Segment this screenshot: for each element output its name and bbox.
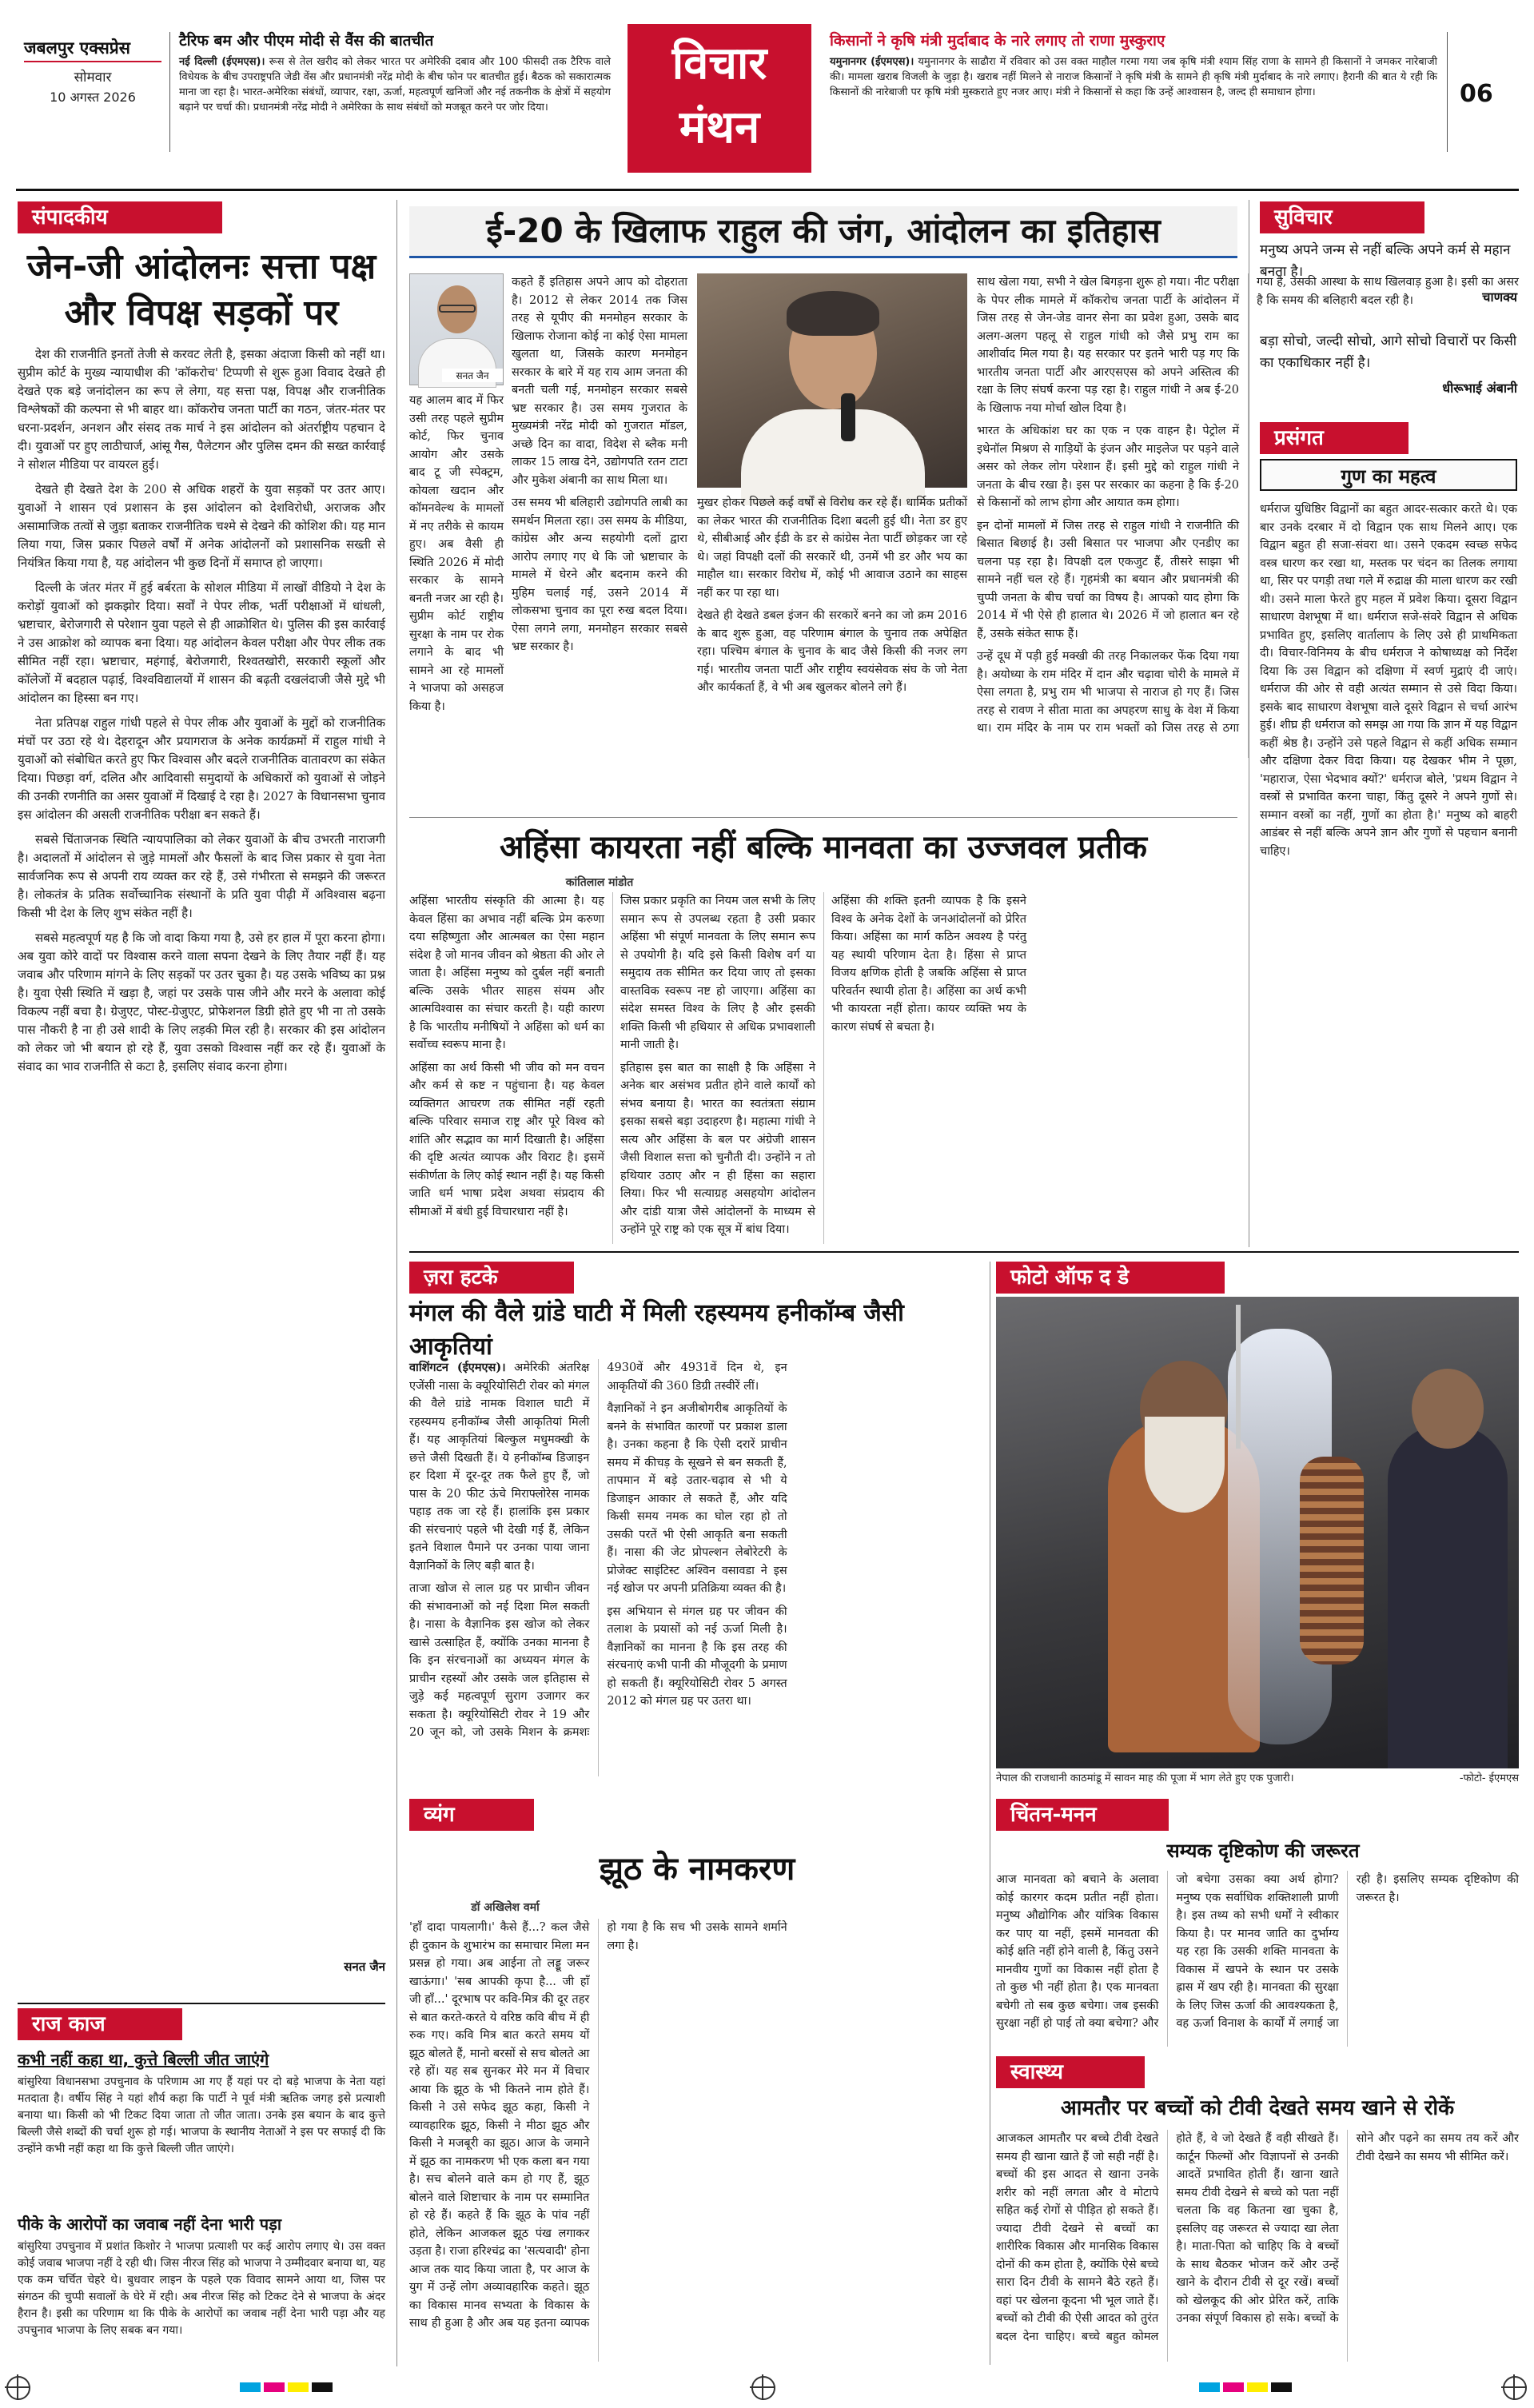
prasang-label: प्रसंगत [1260,422,1408,454]
suvichar-quote-author: धीरूभाई अंबानी [1442,381,1517,396]
lead-body-col3 [697,494,967,758]
chintan-text: आज मानवता को बचाने के अलावा कोई कारगर कदम प्रतीत नहीं होता। मनुष्य औद्योगिक और यांत्रिक विकास कर पाए या नहीं, इसमें मानवता की कोई क्षति नहीं होने वाली है, किंतु उसने मानवीय गुणों का विकास नहीं होता है तो कुछ भी नहीं होता है। एक मानवता बचेगी तो सब कुछ बचेगा। जब इसकी सुरक्षा नहीं हो पाई तो क्या बचेगा? और जो बचेगा उसका क्या अर्थ होगा? मनुष्य एक सर्वाधिक शक्तिशाली प्राणी है। इस तथ्य को सभी धर्मों ने स्वीकार किया है। पर मानव जाति का दुर्भाग्य यह रहा कि उसकी शक्ति मानवता के विकास में खपने के स्थान पर उसके ह्रास में खप रही है। मानवता की सुरक्षा के लिए जिस ऊर्जा की आवश्यकता है, वह ऊर्जा विनाश के कार्यों में लगाई जा रही है। इसलिए सम्यक दृष्टिकोण की जरूरत है। [996,1873,1519,2030]
zara-hatke-headline: मंगल की वैले ग्रांडे घाटी में मिली रहस्यमय हनीकॉम्ब जैसी आकृतियां [409,1299,904,1361]
top-story-left-dateline: नई दिल्ली (ईएमएस)। [179,56,265,68]
zara-hatke-paragraph: वैज्ञानिकों ने इन अजीबोगरीब आकृतियों के बनने के संभावित कारणों पर प्रकाश डाला है। उनका कहना है कि ऐसी दरारें प्राचीन समय में कीचड़ के सूखने से बन सकती हैं, तापमान में बड़े उतार-चढ़ाव से भी ये डिजाइन आकार ले सकते हैं, और यदि किसी समय नमक का घोल रहा हो तो उसकी परतें भी ऐसी आकृति बना सकती हैं। नासा की जेट प्रोपल्शन लेबोरेटरी के प्रोजेक्ट साइंटिस्ट अश्विन वसावडा ने इस नई खोज पर अपनी प्रतिक्रिया व्यक्त की है। [607,1402,787,1595]
lead-paragraph: उस समय भी बलिहारी उद्योगपति लाबी का समर्थन मिलता रहा। उस समय के मीडिया, कांग्रेस और अन्य सहयोगी दलों द्वारा आरोप लगाए गए थे कि जो भ्रष्टाचार के मामले में घेरने और बदनाम करने की मुहिम चलाई गई, उसने 2014 में लोकसभा चुनाव का पूरा रुख बदल दिया। ऐसा लगने लगा, मनमोहन सरकार सबसे भ्रष्ट सरकार है। [512,496,687,653]
color-swatch [1247,2382,1268,2392]
raj-kaaj-item-2 [18,2213,385,2373]
lead-paragraph: साथ खेला गया, सभी ने खेल बिगड़ना शुरू हो गया। नीट परीक्षा के पेपर लीक मामले में कॉकरोच जनता पार्टी के आंदोलन में जिस तरह से जेन-जेड वानर सेना का प्रवेश हुआ, उसके बाद अलग-अलग पहलू से राहुल गांधी को जैसे प्रभु राम का आशीर्वाद मिल गया है। यह सरकार पर इतने भारी पड़ गए कि भारतीय जनता पार्टी और आरएसएस को अपने अस्तित्व की रक्षा के लिए संघर्ष करना पड़ रहा है। राहुल गांधी ने अब ई-20 के खिलाफ नया मोर्चा खोल दिया है। [977,276,1239,415]
lead-paragraph: उन्हें दूध में पड़ी हुई मक्खी की तरह निकालकर फेंक दिया गया है। अयोध्या के राम मंदिर में दान और चढ़ावा चोरी के मामले में ऐसा लगता है, प्रभु राम भी भाजपा से नाराज हो गए हैं। जिस तरह से रावण ने सीता माता का अपहरण साधु के वेश में किया था। राम मंदिर के नाम पर राम भक्तों को जिस तरह से ठगा गया है, उसकी आस्था के साथ खिलवाड़ हुआ है। इसी का असर है कि समय की बलिहारी बदल रही है। [977,276,1519,735]
registration-mark [6,2376,30,2400]
editorial-body [18,345,385,1981]
author-glasses [439,305,476,313]
photo-of-day-image [996,1297,1519,1768]
editorial-paragraph: देखते ही देखते देश के 200 से अधिक शहरों के युवा सड़कों पर उतर आए। युवाओं ने शासन एवं प्रशासन के इस आंदोलन को देशविरोधी, अराजक और असामाजिक तत्वों से जुड़ा बताकर राजनीतिक चश्मे से देखने की कोशिश की। यह मान लिया गया, जिस प्रकार पिछले वर्षों में अनेक आंदोलनों को प्रशासनिक सख्ती से नियंत्रित किया गया है, यह आंदोलन भी कुछ दिनों में समाप्त हो जाएगा। [18,482,385,570]
swasthya-label: स्वास्थ्य [996,2056,1145,2088]
raj-kaaj-text: बांसुरिया विधानसभा उपचुनाव के परिणाम आ गए हैं यहां पर दो बड़े भाजपा के नेता यहां मतदाता है। वर्षीय सिंह ने यहां शौर्य कहा कि पार्टी ने पूर्व मंत्री ऋतिक जगह इसे प्रत्याशी बनाया था। किसी को भी टिकट दिया जाता तो जीत जाता। उनके इस बयान के बाद कुत्ते बिल्ली जैसे शब्दों की चर्चा शुरू हो गई। भाजपा के स्थानीय नेताओं ने इस पर सफाई दी कि उन्होंने कभी नहीं कहा था कि कुत्ते बिल्ली जीत जाएंगे। [18,2075,385,2155]
ahimsa-bottom-rule [409,1251,1519,1253]
top-story-left [179,30,611,160]
prasang-text: धर्मराज युधिष्ठिर विद्वानों का बहुत आदर-सत्कार करते थे। एक बार उनके दरबार में दो विद्वान एक साथ मिलने आए। एक विद्वान बहुत ही सजा-संवरा था। उसने एकदम स्वच्छ सफेद वस्त्र धारण कर रखा था, मस्तक पर चंदन का तिलक लगाया था, सिर पर पगड़ी तथा गले में रुद्राक्ष की माला धारण कर रखी थी। उसने माला फेरते हुए महल में प्रवेश किया। दूसरा विद्वान साधारण वेशभूषा में था। धर्मराज सजे-संवरे विद्वान से अधिक प्रभावित हुए, इसलिए वार्तालाप के लिए उसे ही प्राथमिकता दी। विचार-विनिमय के बीच धर्मराज ने कोषाध्यक्ष को निर्देश दिया कि उस विद्वान को दक्षिणा में स्वर्ण मुद्राएं दी जाएं। धर्मराज की ओर से वही अत्यंत सम्मान से उसे विदा किया। इसके बाद साधारण वेशभूषा वाले दूसरे विद्वान से चर्चा आरंभ हुई। शीघ्र ही धर्मराज को समझ आ गया कि ज्ञान में यह विद्वान कहीं श्रेष्ठ है। उन्होंने उसे पहले विद्वान से कहीं अधिक सम्मान और दक्षिणा देकर विदा किया। यह देखकर भीम ने पूछा, 'महाराज, ऐसा भेदभाव क्यों?' धर्मराज बोले, 'प्रथम विद्वान ने वस्त्रों से प्रभावित करना चाहा, किंतु दूसरे ने अपने गुणों से। सम्मान वस्त्रों का नहीं, गुणों का होता है।' मनुष्य को बाहरी आडंबर से नहीं बल्कि अपने ज्ञान और गुणों से पहचान बनानी चाहिए। [1260,503,1517,858]
lead-paragraph: इन दोनों मामलों में जिस तरह से राहुल गांधी ने राजनीति की बिसात बिछाई है। उसी बिसात पर भाजपा और एनडीए का चलना पड़ रहा है। विपक्षी दल एकजुट हैं, तीसरे साझा भी सामने नहीं चल रहे हैं। गृहमंत्री का बयान और प्रधानमंत्री की चुप्पी जनता के बीच चर्चा का विषय है। आपको याद होगा कि 2014 में भी ऐसे ही हालात थे। 2026 में जो हालात बन रहे हैं, उसके संकेत साफ हैं। [977,519,1239,640]
editorial-paragraph: दिल्ली के जंतर मंतर में हुई बर्बरता के सोशल मीडिया में लाखों वीडियो ने देश के करोड़ों युवाओं को झकझोर दिया। सर्वों ने पेपर लीक, भर्ती परीक्षाओं में धांधली, भ्रष्टाचार, बेरोजगारी से परेशान युवा पहले से ही आक्रोशित थे। पुलिस की इस कार्रवाई ने उस आक्रोश को व्यापक बना दिया। यह आंदोलन केवल परीक्षा और पेपर लीक तक सीमित नहीं रहा। भ्रष्टाचार, महंगाई, बेरोजगारी, रिश्वतखोरी, सरकारी स्कूलों और कॉलेजों में बदहाल पढ़ाई, विश्वविद्यालयों में शासन की बढ़ती दखलंदाजी जैसे मुद्दे भी आंदोलन का हिस्सा बन गए। [18,580,385,705]
vyang-text: 'हाँ दादा पायलागी।' कैसे हैं...? कल जैसे ही दुकान के शुभारंभ का समाचार मिला मन प्रसन्न हो गया। अब आईना तो लड्डू जरूर खाऊंगा।' 'सब आपकी कृपा है... जी हाँ जी हाँ...' दूरभाष पर कवि-मित्र की दूर तहर से बात करते-करते ये वरिष्ठ कवि बीच में ही रुक गए। कवि मित्र बात करते समय यों झूठ बोलते हैं, मानो बरसों से सच बोलते आ रहे हों। यह सब सुनकर मेरे मन में विचार आया कि झूठ के भी कितने नाम होते हैं। किसी ने उसे सफेद झूठ कहा, किसी ने व्यावहारिक झूठ, किसी ने मीठा झूठ और किसी ने मजबूरी का झूठ। आज के जमाने में झूठ का नामकरण भी एक कला बन गया है। सच बोलने वाले कम हो गए हैं, झूठ बोलने वाले शिष्टाचार के नाम पर सम्मानित हो रहे हैं। कहते हैं कि झूठ के पांव नहीं होते, लेकिन आजकल झूठ पंख लगाकर उड़ता है। राजा हरिश्चंद्र का 'सत्यवादी' होना आज तक याद किया जाता है, पर आज के युग में उन्हें लोग अव्यावहारिक कहते। झूठ का विकास मानव सभ्यता के विकास के साथ ही हुआ है और अब यह इतना व्यापक हो गया है कि सच भी उसके सामने शर्माने लगा है। [409,1921,787,2330]
lead-paragraph: यह आलम बाद में फिर उसी तरह पहले सुप्रीम कोर्ट, फिर चुनाव आयोग और उसके बाद टू जी स्पेक्ट्रम, कोयला खदान और कॉमनवेल्थ के मामलों में नए तरीके से कायम हुए। अब वैसी ही स्थिति 2026 में मोदी सरकार के सामने बनती नजर आ रही है। सुप्रीम कोर्ट राष्ट्रीय सुरक्षा के नाम पर रोक लगाने के बाद भी सामने आ रहे मामलों ने भाजपा को असहज किया है। [409,394,504,713]
vyang-author: डॉ अखिलेश वर्मा [471,1901,540,1914]
print-marks [0,2371,1534,2408]
photo-of-day-caption: नेपाल की राजधानी काठमांडू में सावन माह की पूजा में भाग लेते हुए एक पुजारी। [996,1772,1294,1784]
masthead-divider-right [1447,32,1448,152]
masthead-divider-left [169,32,170,152]
color-swatch [240,2382,261,2392]
swasthya-text: आजकल आमतौर पर बच्चे टीवी देखते समय ही खाना खाते हैं जो सही नहीं है। बच्चों की इस आदत से खाना उनके शरीर को नहीं लगता और वे मोटापे सहित कई रोगों से पीड़ित हो सकते हैं। ज्यादा टीवी देखने से बच्चों का शारीरिक विकास और मानसिक विकास दोनों की कम होता है, क्योंकि ऐसे बच्चे सारा दिन टीवी के सामने बैठे रहते हैं। वहां पर खेलना कूदना भी भूल जाते हैं। बच्चों को टीवी की ऐसी आदत को तुरंत बदल देना चाहिए। बच्चे बहुत कोमल होते हैं, वे जो देखते हैं वही सीखते हैं। कार्टून फिल्मों और विज्ञापनों से उनकी आदतें प्रभावित होती हैं। खाना खाते समय टीवी देखने से बच्चे को पता नहीं चलता कि वह कितना खा चुका है, इसलिए वह जरूरत से ज्यादा खा लेता है। माता-पिता को चाहिए कि वे बच्चों के साथ बैठकर भोजन करें और उन्हें खाने के दौरान टीवी से दूर रखें। बच्चों को खेलकूद की ओर प्रेरित करें, ताकि उनका संपूर्ण विकास हो सके। बच्चों के सोने और पढ़ने का समय तय करें और टीवी देखने का समय भी सीमित करें। [996,2132,1519,2343]
photo-priest-beard [1145,1417,1225,1513]
editorial-label: संपादकीय [18,201,222,233]
raj-kaaj-item-1 [18,2048,385,2208]
editorial-paragraph: सबसे महत्वपूर्ण यह है कि जो वादा किया गया है, उसे हर हाल में पूरा करना होगा। अब युवा कोरे वादों पर विश्वास करने वाला सपना देखने के लिए तैयार नहीं हैं। यह जवाब और परिणाम मांगने के लिए सड़कों पर उतर चुका है। यह उसके भविष्य का प्रश्न है। युवा ऐसी स्थिति में खड़ा है, जहां पर उसके पास जीने और मरने के अलावा कोई विकल्प नहीं बचा है। ग्रेजुएट, पोस्ट-ग्रेजुएट, प्रोफेशनल डिग्री होते हुए भी ना तो उसके पास नौकरी है ना ही उसे शादी के लिए लड़की मिल रही है। सरकार की इस आंदोलन को लेकर जो भी बयान हो रहे हैं, युवा उसको विश्वास नहीं कर रहे हैं। युवाओं के संवाद का भाव राजनीति से कटा है, इसलिए संवाद करना होगा। [18,931,385,1074]
raj-kaaj-text: बांसुरिया उपचुनाव में प्रशांत किशोर ने भाजपा प्रत्याशी पर कई आरोप लगाए थे। उस वक्त कोई जवाब भाजपा नहीं दे रही थी। जिस नीरज सिंह को भाजपा ने उम्मीदवार बनाया था, यह एक कम चर्चित चेहरे थे। बुधवार लाइन के पहले एक विवाद सामने आया था, जिस पर संगठन की चुप्पी सवालों के घेरे में रही। अब नीरज सिंह को टिकट देने से भाजपा के अंदर हैरान है। इसी का परिणाम था कि पीके के आरोपों का जवाब नहीं देना भारी पड़ा और यह उपचुनाव भाजपा के लिए सबक बन गया। [18,2240,385,2337]
lead-paragraph: भारत के अधिकांश घर का एक न एक वाहन है। पेट्रोल में इथेनॉल मिश्रण से गाड़ियों के इंजन और माइलेज पर पड़ने वाले असर को लेकर लोग परेशान हैं। इसी मुद्दे को राहुल गांधी ने जनता के बीच रखा है। इस पर सरकार का कहना है कि ई-20 से किसानों को लाभ होगा और आयात कम होगा। [977,425,1239,509]
raj-kaaj-label: राज काज [18,2008,182,2040]
color-swatch [288,2382,309,2392]
color-swatch [1271,2382,1292,2392]
top-story-left-text: रूस से तेल खरीद को लेकर भारत पर अमेरिकी दबाव और 100 फीसदी तक टैरिफ वाले विधेयक के बीच उपराष्ट्रपति जेडी वेंस और प्रधानमंत्री नरेंद्र मोदी के बीच फोन पर बातचीत हुई। बैठक को सकारात्मक माना जा रहा है। भारत-अमेरिका संबंधों, व्यापार, रक्षा, ऊर्जा, महत्वपूर्ण खनिजों और नई तकनीक के क्षेत्रों में सहयोग बढ़ाने पर चर्चा की। प्रधानमंत्री नरेंद्र मोदी ने अमेरिका के साथ संबंधों को मजबूत करने पर जोर दिया। [179,56,611,114]
top-story-left-headline: टैरिफ बम और पीएम मोदी से वैंस की बातचीत [179,32,434,50]
raj-kaaj-headline: कभी नहीं कहा था, कुत्ते बिल्ली जीत जाएंगे [18,2050,269,2069]
photo-of-day-credit: -फोटो- ईएमएस [1459,1772,1519,1784]
issue-date: 10 अगस्त 2026 [50,90,136,105]
ahimsa-paragraph: इतिहास इस बात का साक्षी है कि अहिंसा ने अनेक बार असंभव प्रतीत होने वाले कार्यों को संभव बनाया है। भारत का स्वतंत्रता संग्राम इसका सबसे बड़ा उदाहरण है। महात्मा गांधी ने सत्य और अहिंसा के बल पर अंग्रेजी शासन जैसी विशाल सत्ता को चुनौती दी। उन्होंने न तो हथियार उठाए और न ही हिंसा का सहारा लिया। फिर भी सत्याग्रह असहयोग आंदोलन और दांडी यात्रा जैसे आंदोलनों के माध्यम से उन्होंने पूरे राष्ट्र को एक सूत्र में बांध दिया। [620,1061,815,1236]
color-swatch [1199,2382,1220,2392]
prasang-title: गुण का महत्व [1260,459,1517,491]
lead-bottom-rule [409,817,1237,818]
top-story-right-text: यमुनानगर के साढौरा में रविवार को उस वक्त माहौल गरमा गया जब कृषि मंत्री श्याम सिंह राणा के सामने ही किसानों ने जमकर नारेबाजी की। मामला खराब विजली के जुड़ा है। खराब नहीं मिलने से नाराज किसानों ने कृषि मंत्री के सामने ही कृषि मंत्री मुर्दाबाद के नारे लगाए। हैरानी की बात ये रही कि किसानों की नारेबाजी पर कृषि मंत्री मुस्कराते हुए नजर आए। मंत्री ने किसानों से कहा कि उन्हें आश्वासन है, जल्द ही समाधान होगा। [830,56,1437,98]
zara-hatke-body [409,1359,985,1776]
zara-hatke-paragraph: ताजा खोज से लाल ग्रह पर प्राचीन जीवन की संभावनाओं को नई दिशा मिल सकती है। नासा के वैज्ञानिक इस खोज को लेकर खासे उत्साहित हैं, क्योंकि उनका मानना है कि इन संरचनाओं का अध्ययन मंगल के प्राचीन रहस्यों और उसके जल इतिहास से जुड़े कई महत्वपूर्ण सुराग उजागर कर सकता है। क्यूरियोसिटी रोवर ने 19 और 20 जून को, जो उसके मिशन के क्रमशः 4930वें और 4931वें दिन थे, इन आकृतियों की 360 डिग्री तस्वीरें लीं। [409,1361,787,1739]
lead-author-photo [409,273,504,385]
photo-beads [1300,1457,1364,1664]
zara-hatke-paragraph: इस अभियान से मंगल ग्रह पर जीवन की तलाश के प्रयासों को नई ऊर्जा मिली है। वैज्ञानिकों का मानना है कि इस तरह की संरचनाएं कभी पानी की मौजूदगी के प्रमाण हो सकती हैं। क्यूरियोसिटी रोवर 5 अगस्त 2012 को मंगल ग्रह पर उतरा था। [607,1605,787,1708]
color-swatch [312,2382,333,2392]
suvichar-quote-author: चाणक्य [1482,289,1517,305]
lead-body-col1-lower [409,392,504,758]
editorial-paragraph: देश की राजनीति इनतों तेजी से करवट लेती है, इसका अंदाजा किसी को नहीं था। सुप्रीम कोर्ट के मुख्य न्यायाधीश की 'कॉकरोच' टिप्पणी से शुरू हुआ विवाद देखते ही देखते एक बड़े जनांदोलन का रूप ले लेगा, यह सत्ता पक्ष, विपक्ष और राजनीतिक विश्लेषकों की कल्पना से भी बाहर था। कॉकरोच जनता पार्टी का गठन, जंतर-मंतर पर धरना-प्रदर्शन, अनशन और संसद तक मार्च ने इस आंदोलन को अंतर्राष्ट्रीय पहचान दे दी। युवाओं पर हुए लाठीचार्ज, आंसू गैस, पैलेटगन और पुलिस दमन की सख्त कार्रवाई ने सोशल मीडिया पर वायरल हुई। [18,347,385,472]
editorial-author: सनत जैन [344,1959,385,1974]
top-story-right-dateline: यमुनानगर (ईएमएस)। [830,56,914,68]
registration-mark [751,2376,775,2400]
masthead [0,0,1534,200]
section-title-line2: मंथन [679,102,760,153]
chintan-label: चिंतन-मनन [996,1799,1169,1831]
author-photo-caption: सनत जैन [442,369,503,382]
raj-kaaj-headline: पीके के आरोपों का जवाब नहीं देना भारी पड़ा [18,2215,282,2234]
photo-of-day-label: फोटो ऑफ द डे [996,1262,1225,1294]
photo-boy-head [1412,1369,1484,1449]
photo-subject-hair [787,291,879,336]
suvichar-quote-text: मनुष्य अपने जन्म से नहीं बल्कि अपने कर्म से महान बनता है। [1260,242,1511,280]
photo-trident [1236,1305,1241,1449]
section-title-badge [628,24,811,173]
lead-body-col1 [512,273,687,758]
ahimsa-body [409,892,1237,1244]
lead-photo [697,273,967,488]
swasthya-headline: आमतौर पर बच्चों को टीवी देखते समय खाने से रोकें [1060,2096,1455,2120]
ahimsa-author: कांतिलाल मांडोत [565,876,634,889]
weekday: सोमवार [74,70,112,86]
masthead-bottom-rule [16,189,1519,191]
column-divider [396,200,397,2366]
page-number: 06 [1460,80,1493,108]
paper-name: जबलपुर एक्सप्रेस [24,38,130,58]
lead-paragraph: कहते हैं इतिहास अपने आप को दोहराता है। 2012 से लेकर 2014 तक जिस तरह से यूपीए की मनमोहन सरकार के खिलाफ रोजाना कोई ना कोई ऐसा मामला खुलता था, जिसके कारण मनमोहन सरकार के बारे में यह राय आम जनता की बनती चली गई, मनमोहन सरकार सबसे भ्रष्ट सरकार है। उस समय गुजरात के मुख्यमंत्री नरेंद्र मोदी को गुजरात मॉडल, अच्छे दिन का वादा, विदेश से ब्लैक मनी लाकर 15 लाख देने, उद्योगपति रतन टाटा और मुकेश अंबानी का साथ मिला था। [512,276,687,487]
color-swatch [264,2382,285,2392]
top-story-right-headline: किसानों ने कृषि मंत्री मुर्दाबाद के नारे लगाए तो राणा मुस्कुराए [830,32,1165,50]
editorial-paragraph: सबसे चिंताजनक स्थिति न्यायपालिका को लेकर युवाओं के बीच उभरती नाराजगी है। अदालतों में आंदोलन से जुड़े मामलों और फैसलों के बाद जिस प्रकार से युवा नेता सार्वजनिक रूप से अपनी राय व्यक्त कर रहे हैं, उसे गंभीरता से समझने की जरूरत है। लोकतंत्र के प्रतिक सर्वोच्चानिक संस्थानों के प्रति युवा पीढ़ी में अविश्वास बढ़ना किसी भी देश के लिए शुभ संकेत नहीं है। [18,832,385,920]
photo-microphone [841,393,855,441]
raj-kaaj-top-rule [18,2003,385,2004]
registration-mark [1503,2376,1527,2400]
zara-hatke-dateline: वाशिंगटन (ईएमएस)। [409,1361,506,1374]
color-swatch [1223,2382,1244,2392]
paper-name-underline [24,61,161,62]
vyang-label: व्यंग [409,1799,534,1831]
ahimsa-paragraph: अहिंसा भारतीय संस्कृति की आत्मा है। यह केवल हिंसा का अभाव नहीं बल्कि प्रेम करुणा दया सहिष्णुता और आत्मबल का ऐसा महान संदेश है जो मानव जीवन को श्रेष्ठता की ओर ले जाता है। अहिंसा मनुष्य को दुर्बल नहीं बनाती बल्कि उसके भीतर साहस संयम और आत्मविश्वास का संचार करती है। यही कारण है कि भारतीय मनीषियों ने अहिंसा को धर्म का सर्वोच्च स्वरूप माना है। [409,895,604,1051]
ahimsa-headline: अहिंसा कायरता नहीं बल्कि मानवता का उज्जवल प्रतीक [499,829,1148,866]
photo-boy-body [1388,1425,1508,1768]
section-title-line1: विचार [671,38,767,90]
suvichar-quote-1 [1260,240,1517,305]
editorial-headline: जेन-जी आंदोलनः सत्ता पक्ष और विपक्ष सड़कों पर [26,246,377,333]
lead-headline: ई-20 के खिलाफ राहुल की जंग, आंदोलन का इतिहास [409,206,1237,258]
lead-paragraph: मुखर होकर पिछले कई वर्षों से विरोध कर रहे हैं। धार्मिक प्रतीकों का लेकर भारत की राजनीतिक दिशा बदली हुई थी। नेता डर हुए थे, सीबीआई और ईडी के डर से कांग्रेस नेता पार्टी छोड़कर जा रहे थे। जहां विपक्षी दलों की सरकारें थी, उनमें भी डर और भय का माहौल था। सरकार विरोध में, कोई भी आवाज उठाने का साहस नहीं कर पा रहा था। [697,496,967,600]
chintan-headline: सम्यक दृष्टिकोण की जरूरत [1166,1840,1360,1862]
suvichar-quote-text: बड़ा सोचो, जल्दी सोचो, आगे सोचो विचारों पर किसी का एकाधिकार नहीं है। [1260,333,1517,371]
suvichar-label: सुविचार [1260,201,1424,233]
ahimsa-paragraph: अहिंसा की शक्ति इतनी व्यापक है कि इसने विश्व के अनेक देशों के जनआंदोलनों को प्रेरित किया। अहिंसा का मार्ग कठिन अवश्य है परंतु यह स्थायी परिणाम देता है। हिंसा से प्राप्त विजय क्षणिक होती है जबकि अहिंसा से प्राप्त परिवर्तन स्थायी होता है। अहिंसा का अर्थ कभी भी कायरता नहीं होता। कायर व्यक्ति भय के कारण संघर्ष से बचता है। [831,895,1026,1034]
suvichar-quote-2 [1260,331,1517,397]
zara-hatke-paragraph: अमेरिकी अंतरिक्ष एजेंसी नासा के क्यूरियोसिटी रोवर को मंगल की वैले ग्रांडे नामक विशाल घाटी में रहस्यमय हनीकॉम्ब जैसी आकृतियां मिली हैं। यह आकृतियां बिल्कुल मधुमक्खी के छत्ते जैसी दिखती हैं। ये हनीकॉम्ब डिजाइन हर दिशा में दूर-दूर तक फैले हुए हैं, जो पास के 20 फीट ऊंचे मिराफ्लोरेस नामक पहाड़ तक जा रहे हैं। हालांकि इस प्रकार की संरचनाएं पहले भी देखी गई हैं, लेकिन इतने विशाल पैमाने पर उनका पाया जाना वैज्ञानिकों के लिए बड़ी बात है। [409,1361,590,1573]
ahimsa-paragraph: जिस प्रकार प्रकृति का नियम जल सभी के लिए समान रूप से उपलब्ध रहता है उसी प्रकार अहिंसा भी संपूर्ण मानवता के लिए समान रूप से उपयोगी है। यदि इसे किसी विशेष वर्ग या समुदाय तक सीमित कर दिया जाए तो इसका वास्तविक स्वरूप नष्ट हो जाएगा। अहिंसा का संदेश समस्त विश्व के लिए है और इसकी शक्ति किसी भी हथियार से अधिक प्रभावशाली मानी जाती है। [620,895,815,1051]
photo-subject-shirt [741,409,925,505]
vyang-headline: झूठ के नामकरण [599,1851,795,1888]
ahimsa-paragraph: अहिंसा का अर्थ किसी भी जीव को मन वचन और कर्म से कष्ट न पहुंचाना है। यह केवल व्यक्तिगत आचरण तक सीमित नहीं रहती बल्कि परिवार समाज राष्ट्र और पूरे विश्व को शांति और सद्भाव का मार्ग दिखाती है। अहिंसा की दृष्टि अत्यंत व्यापक और विराट है। इसमें संकीर्णता के लिए कोई स्थान नहीं है। यह किसी जाति धर्म भाषा प्रदेश अथवा संप्रदाय की सीमाओं में बंधी हुई विचारधारा नहीं है। [409,1061,604,1218]
lead-paragraph: देखते ही देखते डबल इंजन की सरकारें बनने का जो क्रम 2016 के बाद शुरू हुआ, वह परिणाम बंगाल के चुनाव तक अपेक्षित रहा। पश्चिम बंगाल के चुनाव के बाद जैसे किसी की नजर लग गई। भारतीय जनता पार्टी और राष्ट्रीय स्वयंसेवक संघ के जो नेता और कार्यकर्ता हैं, वे भी अब खुलकर बोलने लगे हैं। [697,609,967,694]
editorial-paragraph: नेता प्रतिपक्ष राहुल गांधी पहले से पेपर लीक और युवाओं के मुद्दों को राजनीतिक मंचों पर उठा रहे थे। देहरादून और प्रयागराज के अनेक कार्यक्रमों में राहुल गांधी ने युवाओं को संबोधित करते हुए फिर विश्वास और बदले राजनीतिक वातावरण का संकेत दिया। पिछड़ा वर्ग, दलित और आदिवासी समुदायों के अधिकारों को युवाओं से जोड़ने की उनकी रणनीति का असर युवाओं में दिखाई दे रहा है। 2027 के विधानसभा चुनाव इस आंदोलन की असली राजनीतिक परीक्षा बन सकते हैं। [18,716,385,822]
zara-hatke-label: ज़रा हटके [409,1262,574,1294]
top-story-right [830,30,1437,160]
